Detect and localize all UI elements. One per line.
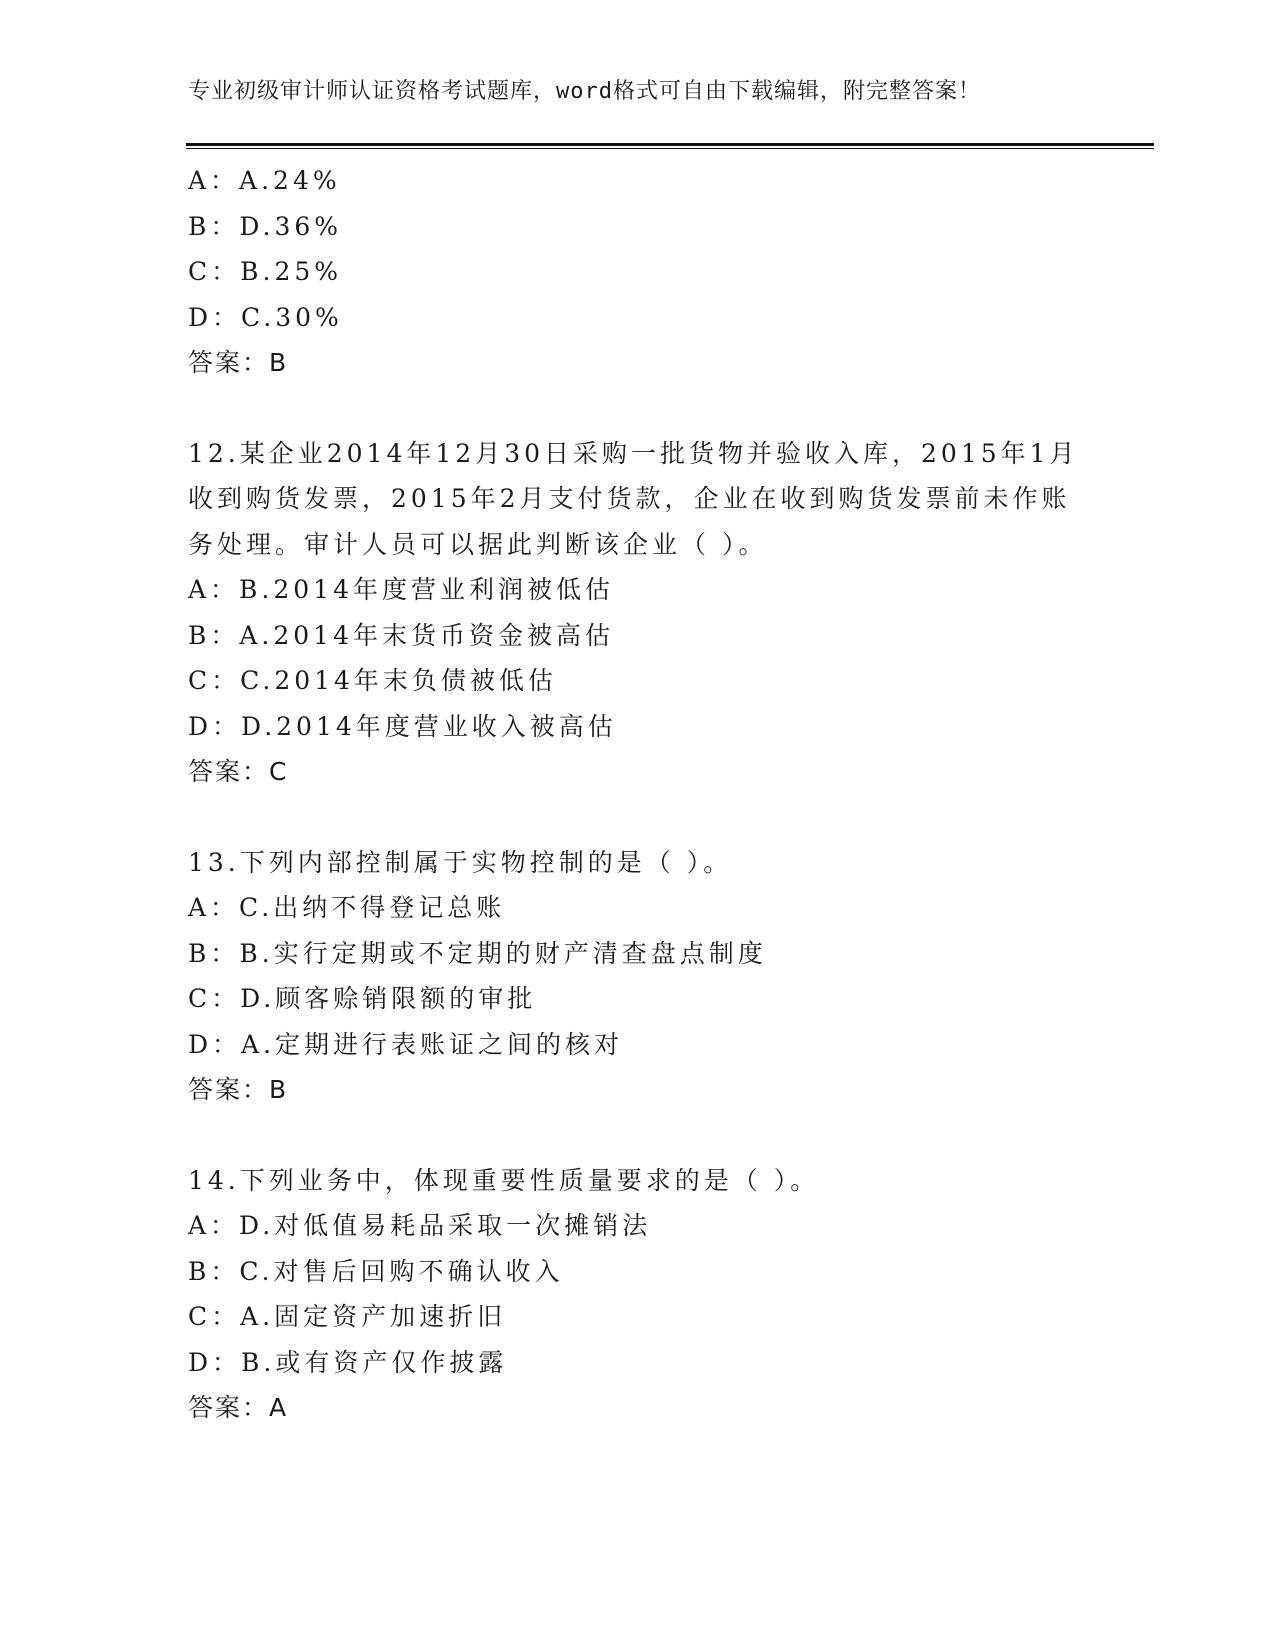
option-c: C：C.2014年末负债被低估 xyxy=(188,666,557,695)
stem-line: 12.某企业2014年12月30日采购一批货物并验收入库，2015年1月 xyxy=(188,438,1079,468)
question-13 xyxy=(188,840,1088,1113)
option-d: D：D.2014年度营业收入被高估 xyxy=(188,711,617,741)
stem-line: 14.下列业务中，体现重要性质量要求的是（ ）。 xyxy=(188,1165,820,1195)
answer-line: 答案：A xyxy=(188,1393,289,1422)
question-12 xyxy=(188,431,1088,795)
option-d: D：B.或有资产仅作披露 xyxy=(188,1347,508,1377)
option-d: D：A.定期进行表账证之间的核对 xyxy=(188,1029,624,1059)
option-d: D：C.30% xyxy=(188,302,343,332)
stem-line: 13.下列内部控制属于实物控制的是（ ）。 xyxy=(188,847,733,877)
option-b: B：A.2014年末货币资金被高估 xyxy=(188,620,614,650)
option-a: A：A.24% xyxy=(188,166,341,195)
question-14 xyxy=(188,1158,1088,1431)
option-a: A：B.2014年度营业利润被低估 xyxy=(188,575,614,604)
page-header: 专业初级审计师认证资格考试题库，word格式可自由下载编辑，附完整答案！ xyxy=(188,79,981,104)
question-stem xyxy=(188,1158,1088,1204)
option-b: B：D.36% xyxy=(188,211,343,241)
stem-line: 务处理。审计人员可以据此判断该企业（ ）。 xyxy=(188,529,768,559)
option-b: B：C.对售后回购不确认收入 xyxy=(188,1256,564,1286)
stem-line: 收到购货发票，2015年2月支付货款，企业在收到购货发票前未作账 xyxy=(188,484,1071,513)
option-a: A：C.出纳不得登记总账 xyxy=(188,893,506,922)
option-c: C：D.顾客赊销限额的审批 xyxy=(188,984,537,1013)
question-stem xyxy=(188,840,1088,886)
option-a: A：D.对低值易耗品采取一次摊销法 xyxy=(188,1211,652,1240)
answer-line: 答案：C xyxy=(188,757,289,786)
question-content xyxy=(188,158,1088,1431)
option-b: B：B.实行定期或不定期的财产清查盘点制度 xyxy=(188,938,767,968)
spacer xyxy=(188,795,1088,840)
header-rule-thick xyxy=(186,143,1154,146)
spacer xyxy=(188,1113,1088,1158)
question-stem xyxy=(188,431,1088,568)
spacer xyxy=(188,386,1088,431)
option-c: C：A.固定资产加速折旧 xyxy=(188,1302,507,1331)
option-c: C：B.25% xyxy=(188,257,343,286)
header-rule-thin xyxy=(186,148,1154,149)
prev-question-block xyxy=(188,158,1088,386)
answer-line: 答案：B xyxy=(188,348,289,377)
answer-line: 答案：B xyxy=(188,1075,289,1104)
